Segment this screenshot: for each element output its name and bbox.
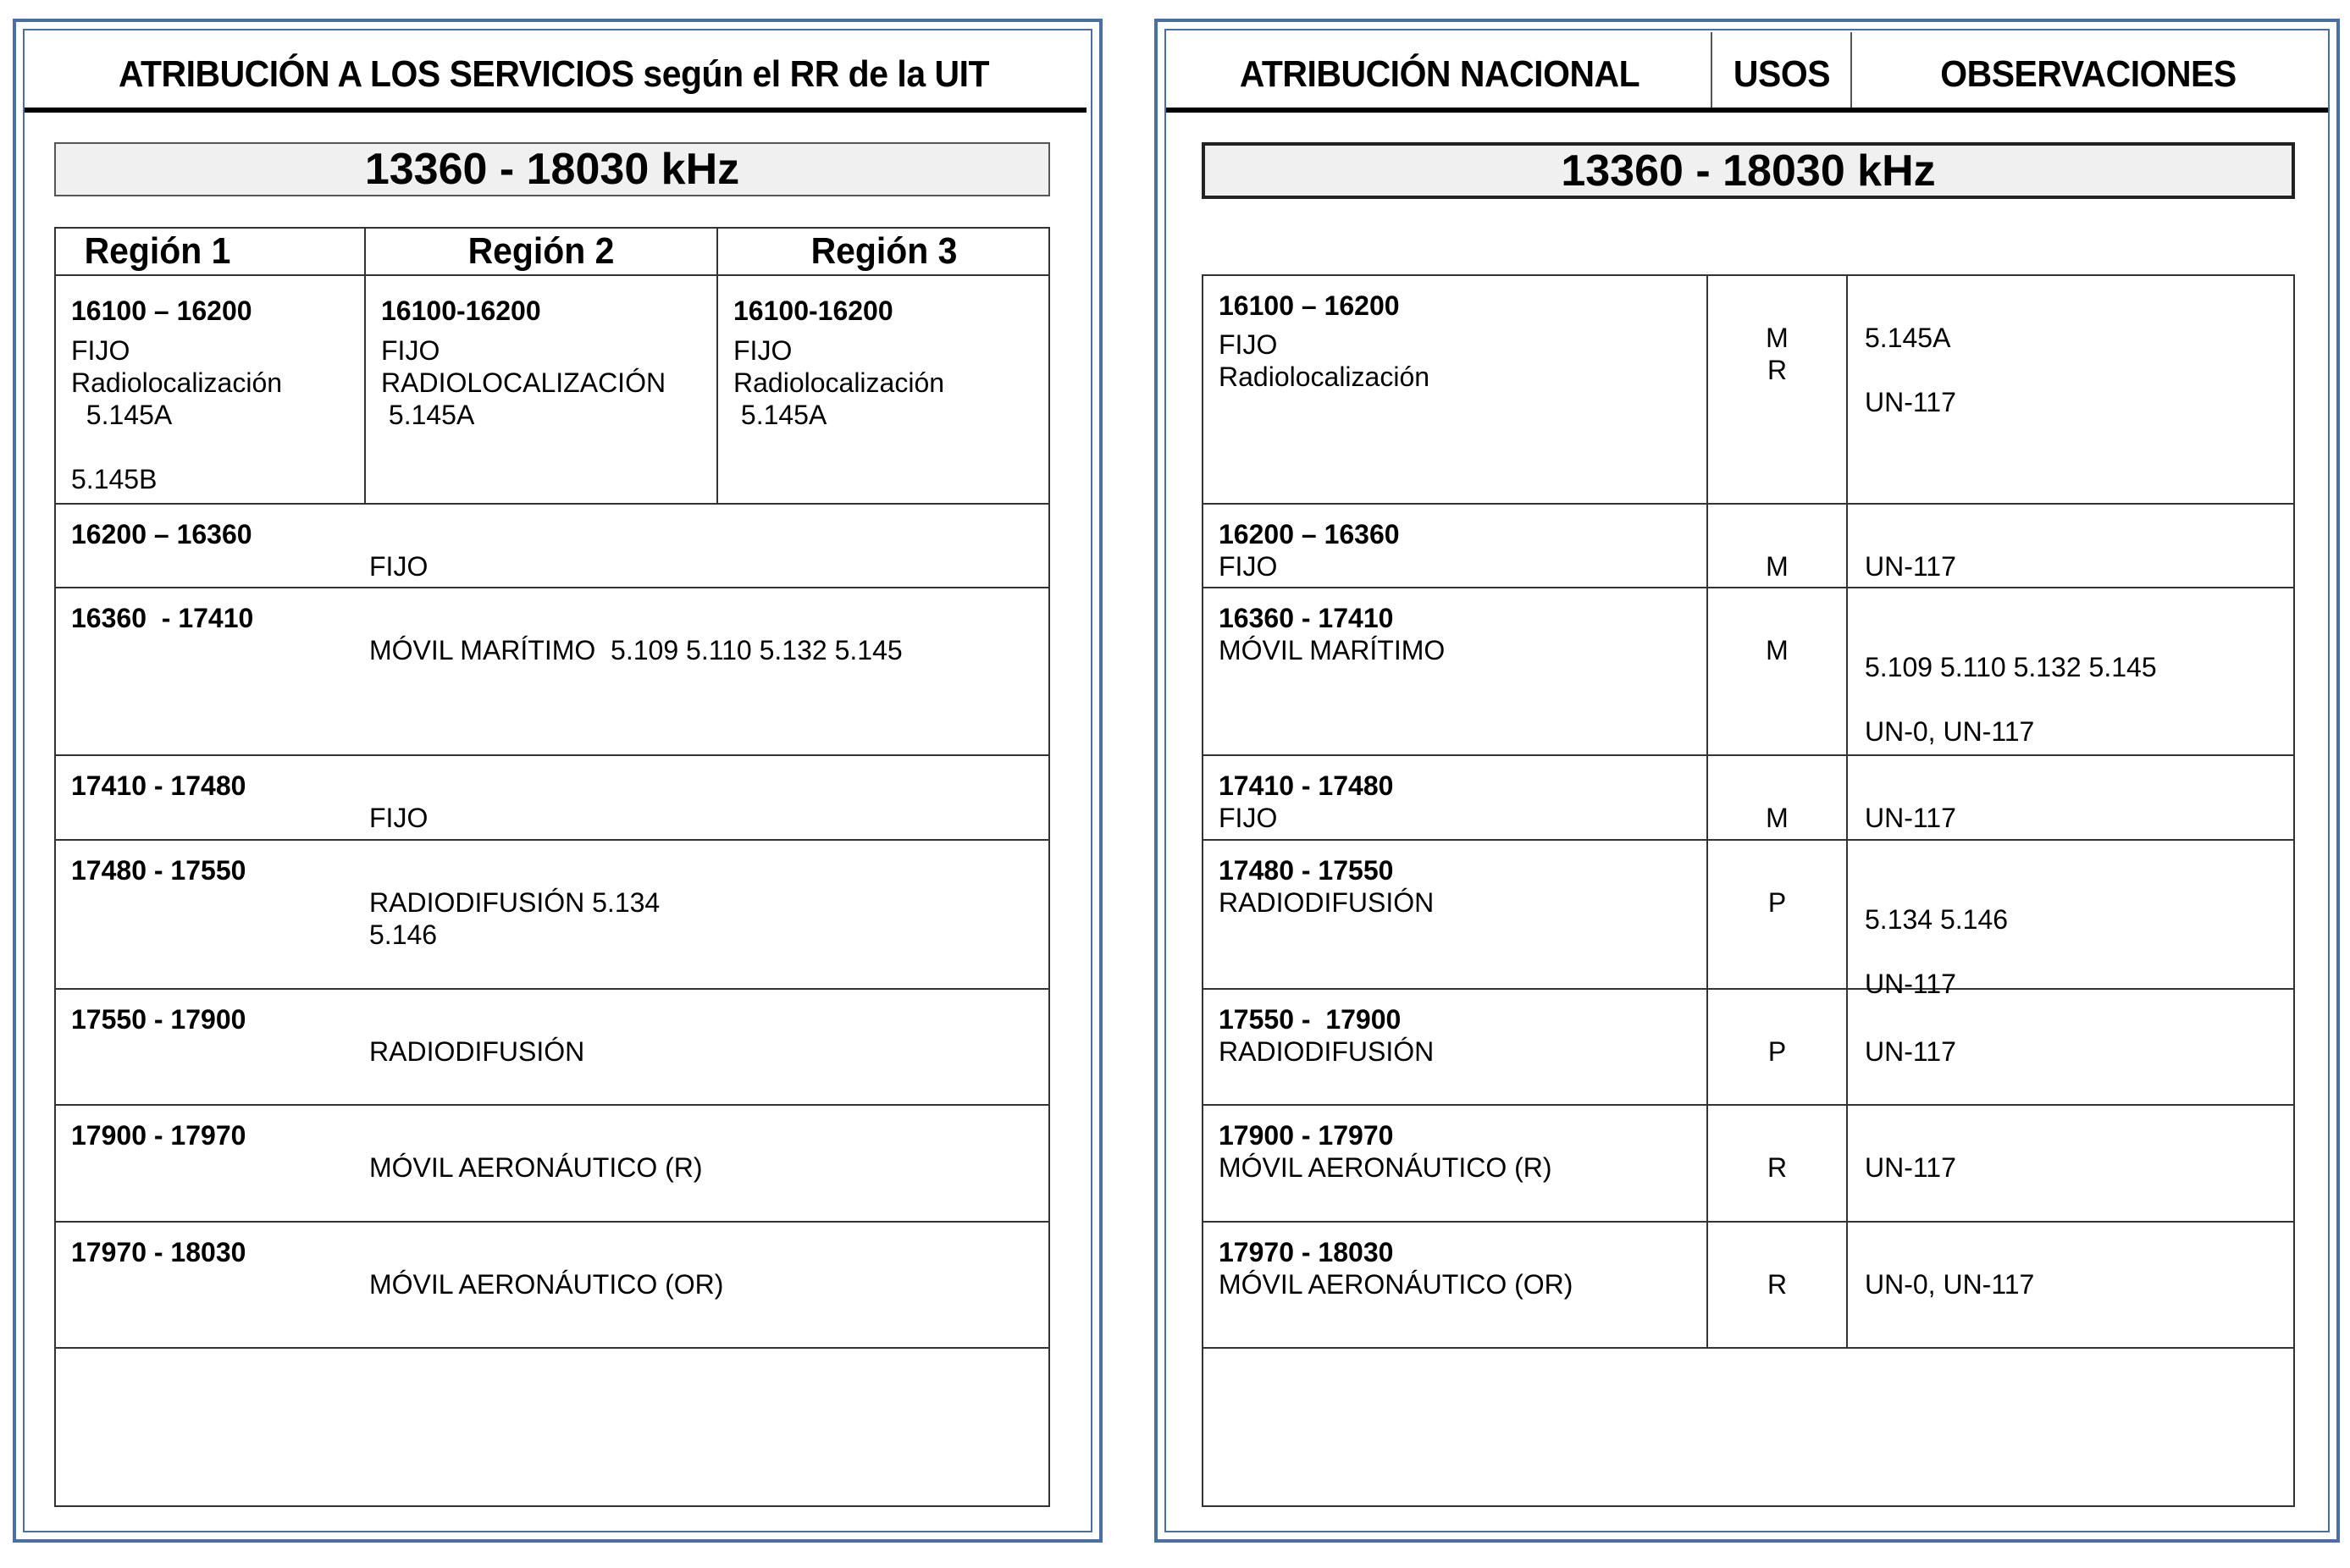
right-rule [1202,839,2295,841]
national-row-usos: M [1766,635,1789,665]
region-2-services: FIJO RADIOLOCALIZACIÓN 5.145A [381,335,666,430]
region-1-range: 16100 – 16200 [71,295,252,326]
national-row-observaciones: UN-0, UN-117 [1865,1269,2035,1300]
left-row-service: RADIODIFUSIÓN 5.134 5.146 [369,887,661,950]
left-row-range: 17480 - 17550 [71,855,246,886]
national-row-observaciones: 5.145A UN-117 [1865,323,1956,417]
header-observaciones: OBSERVACIONES [1940,53,2237,95]
header-divider [1711,32,1712,108]
national-row-observaciones: UN-117 [1865,1036,1956,1067]
right-band-title: 13360 - 18030 kHz [1202,142,2295,199]
region-3-header: Región 3 [810,230,958,272]
national-row-usos: P [1767,1036,1787,1067]
left-row-range: 17900 - 17970 [71,1120,246,1151]
left-row-range: 17410 - 17480 [71,770,246,801]
left-band-title: 13360 - 18030 kHz [54,142,1050,196]
left-region-divider [364,227,366,504]
left-row-range: 16360 - 17410 [71,603,254,633]
left-rule [54,839,1050,841]
national-row-range: 16360 - 17410 [1219,603,1394,633]
left-rule [54,1221,1050,1223]
region-3-services: FIJO Radiolocalización 5.145A [733,335,945,430]
left-row-range: 16200 – 16360 [71,519,252,549]
left-rule [54,988,1050,990]
header-divider [1850,32,1852,108]
national-row-service: RADIODIFUSIÓN [1219,1036,1435,1067]
region-2-header: Región 2 [467,230,615,272]
national-row-observaciones: UN-117 [1865,803,1956,833]
left-rule [54,754,1050,756]
national-row-service: FIJO Radiolocalización [1219,329,1430,392]
left-row-range: 17550 - 17900 [71,1004,246,1035]
left-row-service: MÓVIL MARÍTIMO 5.109 5.110 5.132 5.145 [369,635,903,665]
left-panel-title: ATRIBUCIÓN A LOS SERVICIOS según el RR de la UIT [118,53,990,95]
header-usos: USOS [1733,53,1831,95]
national-row-range: 17550 - 17900 [1219,1004,1402,1035]
national-row-range: 17480 - 17550 [1219,855,1394,886]
left-rule [54,1104,1050,1106]
national-row-service: MÓVIL MARÍTIMO [1219,635,1446,665]
national-row-range: 16100 – 16200 [1219,290,1400,321]
national-row-range: 17970 - 18030 [1219,1237,1394,1267]
left-row-range: 17970 - 18030 [71,1237,246,1267]
national-row-usos: R [1767,1152,1788,1183]
national-row-service: FIJO [1219,803,1278,833]
region-1-services: FIJO Radiolocalización 5.145A 5.145B [71,335,283,494]
header-atribucion-nacional: ATRIBUCIÓN NACIONAL [1239,53,1640,95]
national-row-service: FIJO [1219,551,1278,582]
region-2-range: 16100-16200 [381,295,541,326]
national-row-usos: M R [1766,323,1789,385]
right-rule [1202,1221,2295,1223]
national-row-range: 17410 - 17480 [1219,770,1394,801]
left-rule [54,587,1050,588]
national-row-usos: P [1767,887,1787,918]
right-rule [1202,754,2295,756]
observaciones-column-divider [1846,274,1848,1348]
left-row-service: FIJO [369,803,429,833]
right-rule [1202,1347,2295,1349]
left-row-service: FIJO [369,551,429,582]
right-rule [1202,503,2295,505]
region-3-range: 16100-16200 [733,295,893,326]
left-row-service: MÓVIL AERONÁUTICO (R) [369,1152,703,1183]
left-rule [54,274,1050,276]
left-row-service: RADIODIFUSIÓN [369,1036,585,1067]
national-row-usos: M [1766,551,1789,582]
left-header-rule [25,108,1087,113]
left-row-service: MÓVIL AERONÁUTICO (OR) [369,1269,724,1300]
right-rule [1202,1104,2295,1106]
national-row-service: MÓVIL AERONÁUTICO (R) [1219,1152,1552,1183]
national-row-service: MÓVIL AERONÁUTICO (OR) [1219,1269,1573,1300]
left-rule [54,1347,1050,1349]
national-row-observaciones: 5.134 5.146 UN-117 [1865,904,2009,999]
national-row-observaciones: UN-117 [1865,551,1956,582]
right-rule [1202,988,2295,990]
national-row-observaciones: 5.109 5.110 5.132 5.145 UN-0, UN-117 [1865,652,2157,747]
national-row-range: 16200 – 16360 [1219,519,1400,549]
national-row-usos: M [1766,803,1789,833]
region-1-header: Región 1 [84,230,231,272]
right-rule [1202,587,2295,588]
right-header-rule [1166,108,2328,113]
national-row-observaciones: UN-117 [1865,1152,1956,1183]
left-rule [54,503,1050,505]
national-row-service: RADIODIFUSIÓN [1219,887,1435,918]
left-region-divider [716,227,718,504]
national-row-range: 17900 - 17970 [1219,1120,1394,1151]
national-row-usos: R [1767,1269,1788,1300]
